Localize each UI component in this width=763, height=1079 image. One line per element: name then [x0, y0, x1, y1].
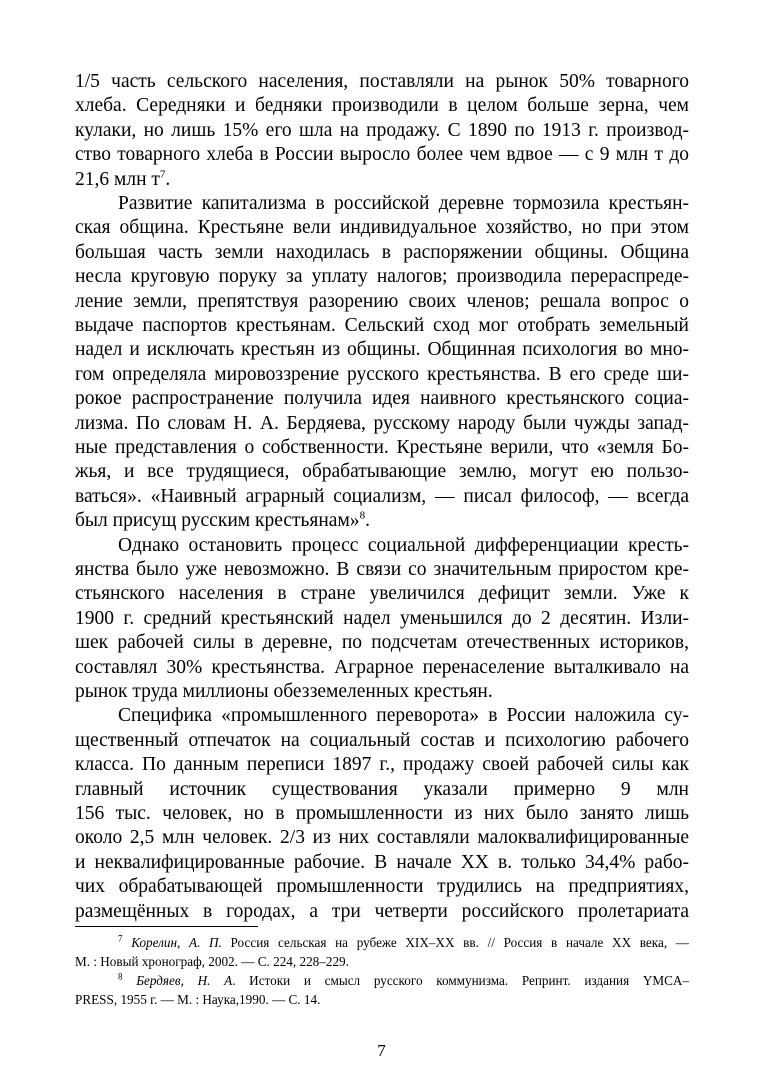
text-line-content: чих обрабатывающей промышленности трудились на предприятиях,: [75, 876, 689, 898]
text-line-content: щественный отпечаток на социальный состав и психологию рабочего: [75, 729, 689, 751]
text-line: [75, 412, 689, 436]
text-line: [75, 314, 689, 338]
text-line-content: 1/5 часть сельского населения, поставляли на рынок 50% товарного: [75, 71, 689, 92]
text-line: [75, 265, 689, 289]
text-line-content: составлял 30% крестьянства. Аграрное перенаселение выталкивало на: [75, 656, 689, 678]
text-line-content: стьянского населения в стране увеличился дефицит земли. Уже к: [75, 583, 689, 605]
page-number: 7: [377, 1041, 386, 1060]
text-line-content: 21,6 млн т: [75, 168, 160, 190]
footnote-7-author: Корелин, А. П.: [131, 935, 222, 950]
text-line: [75, 94, 689, 118]
text-line-content: ская община. Крестьяне вели индивидуальное хозяйство, но при этом: [75, 217, 689, 239]
text-line-content: ваться». «Наивный аграрный социализм, — писал философ, — всегда: [75, 485, 689, 507]
text-line: [75, 387, 689, 411]
text-line-content: жья, и все трудящиеся, обрабатывающие землю, могут ею пользо-: [75, 461, 689, 483]
text-line: [75, 607, 689, 631]
text-line-tail: .: [365, 510, 370, 532]
text-line-content: ные представления о собственности. Крестьяне верили, что «земля Бо-: [75, 437, 689, 458]
text-line-content: янства было уже невозможно. В связи со значительным приростом кре-: [75, 559, 689, 580]
text-line-content: Специфика «промышленного переворота» в России наложила су-: [118, 705, 689, 727]
text-line-content: большая часть земли находилась в распоряжении общины. Община: [75, 241, 689, 263]
text-line-content: рокое распространение получила идея наивного крестьянского социа-: [75, 388, 689, 410]
footnote-divider: [75, 926, 258, 927]
text-line-content: Развитие капитализма в российской деревне тормозила крестьян-: [118, 193, 689, 214]
text-line: [75, 460, 689, 484]
footnote-8-text: . Истоки и смысл русского коммунизма. Репринт. издания YMCA–: [232, 973, 689, 988]
text-line: [75, 558, 689, 582]
footnote-8-mark: 8: [118, 971, 123, 982]
text-line: [75, 143, 689, 167]
text-line: [75, 168, 689, 192]
text-line-content: выдаче паспортов крестьянам. Сельский сход мог отобрать земельный: [75, 315, 689, 336]
text-line-tail: .: [165, 168, 171, 190]
footnote-7-line-1: [75, 934, 689, 951]
text-line: [75, 436, 689, 460]
text-line-content: около 2,5 млн человек. 2/3 из них составляли малоквалифицированные: [75, 827, 689, 849]
text-line: [75, 900, 689, 924]
footnote-7-line-2: М. : Новый хронограф, 2002. — С. 224, 228–229.: [75, 954, 349, 969]
text-line-content: ление земли, препятствуя разорению своих членов; решала вопрос о: [75, 290, 689, 312]
text-line-content: хлеба. Середняки и бедняки производили в целом больше зерна, чем: [75, 95, 689, 117]
footnote-8-line-1: [75, 972, 689, 989]
text-line: [75, 656, 689, 680]
text-line-content: размещённых в городах, а три четверти российского пролетариата: [75, 900, 689, 922]
text-line-content: ство товарного хлеба в России выросло более чем вдвое — с 9 млн т до: [75, 144, 689, 166]
text-line-content: Однако остановить процесс социальной дифференциации кресть-: [118, 534, 689, 556]
text-line: [75, 753, 689, 777]
footnote-reference: 8: [359, 509, 366, 522]
text-line: [75, 338, 689, 362]
text-line: [75, 485, 689, 509]
text-line: [75, 582, 689, 606]
text-line-content: главный источник существования указали примерно 9 млн: [75, 778, 689, 800]
text-line-content: несла круговую поруку за уплату налогов; производила перераспреде-: [75, 266, 689, 288]
text-line-content: гом определяла мировоззрение русского крестьянства. В его среде ши-: [75, 363, 689, 385]
text-line: [75, 802, 689, 826]
text-line: [75, 509, 689, 533]
text-line: [75, 778, 689, 802]
text-line-content: шек рабочей силы в деревне, по подсчетам отечественных историков,: [75, 632, 689, 654]
footnote-8-author: Бердяев, Н. А: [136, 973, 233, 988]
text-line-content: 156 тыс. человек, но в промышленности из них было занято лишь: [75, 803, 689, 824]
text-line-content: и неквалифицированные рабочие. В начале XX в. только 34,4% рабо-: [75, 851, 689, 873]
text-line: [75, 631, 689, 655]
text-line: [75, 534, 689, 558]
text-line-content: рынок труда миллионы обезземеленных крестьян.: [75, 681, 493, 702]
text-line: [75, 680, 689, 704]
footnote-7-mark: 7: [118, 933, 123, 944]
text-line: [75, 851, 689, 875]
text-line: [75, 192, 689, 216]
text-line: [75, 729, 689, 753]
text-line-content: класса. По данным переписи 1897 г., продажу своей рабочей силы как: [75, 754, 689, 776]
footnote-8-line-2: PRESS, 1955 г. — М. : Наука,1990. — С. 14.: [75, 992, 321, 1007]
text-line: [75, 216, 689, 240]
text-line-content: 1900 г. средний крестьянский надел уменьшился до 2 десятин. Изли-: [75, 607, 689, 629]
footnote-7-text: Россия сельская на рубеже XIX–XX вв. // Россия в начале XX века, —: [221, 935, 689, 950]
text-line: [75, 826, 689, 850]
text-line: [75, 241, 689, 265]
text-line: [75, 363, 689, 387]
text-line: [75, 875, 689, 899]
text-line-content: лизма. По словам Н. А. Бердяева, русскому народу были чужды запад-: [75, 412, 689, 434]
text-line: [75, 119, 689, 143]
text-line: [75, 290, 689, 314]
footnote-reference: 7: [159, 168, 166, 181]
text-line-content: кулаки, но лишь 15% его шла на продажу. С 1890 по 1913 г. производ-: [75, 119, 689, 141]
text-line-content: был присущ русским крестьянам»: [75, 510, 360, 532]
text-line: [75, 704, 689, 728]
text-line: [75, 70, 689, 94]
text-line-content: надел и исключать крестьян из общины. Общинная психология во мно-: [75, 339, 689, 361]
